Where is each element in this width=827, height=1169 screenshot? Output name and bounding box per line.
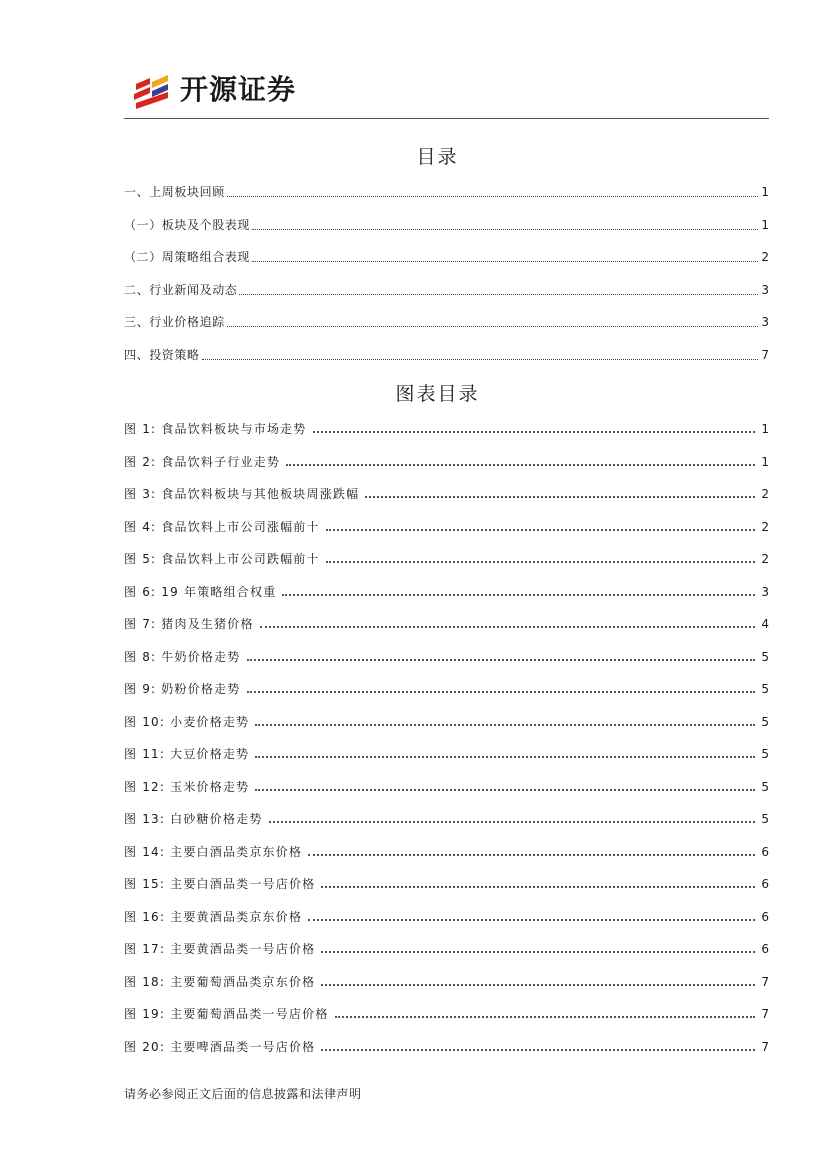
figure-item-page: 4: [761, 617, 769, 631]
dot-leader: [260, 626, 755, 628]
figure-item-page: 3: [761, 584, 769, 599]
figure-item-label: 图 13: 白砂糖价格走势: [124, 812, 263, 826]
dot-leader: [321, 886, 755, 888]
dot-leader: [326, 561, 755, 563]
dot-leader: [282, 594, 755, 596]
toc-item-page: 2: [761, 250, 769, 265]
figure-item-page: 2: [761, 519, 769, 534]
dot-leader: [247, 691, 755, 693]
figure-item-label: 图 3: 食品饮料板块与其他板块周涨跌幅: [124, 487, 360, 501]
figures-toc-title: 图表目录: [395, 383, 480, 405]
figure-item[interactable]: [124, 551, 769, 567]
figure-item-label: 图 18: 主要葡萄酒品类京东价格: [124, 974, 316, 989]
dot-leader: [321, 951, 755, 953]
figure-item-label: 图 2: 食品饮料子行业走势: [124, 454, 281, 469]
figure-item-label: 图 9: 奶粉价格走势: [124, 682, 241, 696]
dot-leader: [313, 431, 755, 433]
dot-leader: [269, 821, 755, 823]
disclaimer-footer: 请务必参阅正文后面的信息披露和法律声明: [124, 1087, 362, 1101]
dot-leader: [247, 659, 755, 661]
dot-leader: [365, 496, 755, 498]
kaiyuan-securities-logo-icon: [132, 72, 172, 110]
figure-item[interactable]: [124, 1039, 769, 1055]
dot-leader: [202, 358, 758, 360]
figure-item-page: 7: [761, 974, 769, 989]
page-header: [124, 68, 769, 120]
figure-item-page: 5: [761, 779, 769, 794]
figure-item[interactable]: [124, 584, 769, 600]
toc-item[interactable]: [124, 184, 769, 200]
dot-leader: [321, 984, 755, 986]
figure-item-page: 6: [761, 844, 769, 859]
figure-item-page: 2: [761, 552, 769, 566]
figure-item[interactable]: [124, 941, 769, 957]
toc-item-label: （二）周策略组合表现: [124, 250, 251, 265]
figure-item[interactable]: [124, 1006, 769, 1022]
figure-item-page: 7: [761, 1039, 769, 1054]
figure-item[interactable]: [124, 876, 769, 892]
dot-leader: [335, 1016, 755, 1018]
figure-item[interactable]: [124, 649, 769, 665]
figure-item-label: 图 6: 19 年策略组合权重: [124, 584, 277, 599]
toc-item[interactable]: [124, 347, 769, 363]
dot-leader: [308, 919, 755, 921]
toc-item-label: 二、行业新闻及动态: [124, 282, 238, 297]
figure-item-page: 6: [761, 877, 769, 891]
figure-item-label: 图 14: 主要白酒品类京东价格: [124, 844, 303, 859]
toc-item[interactable]: [124, 314, 769, 330]
figure-item-label: 图 4: 食品饮料上市公司涨幅前十: [124, 519, 320, 534]
figure-item-page: 6: [761, 942, 769, 956]
dot-leader: [286, 464, 755, 466]
figure-item-page: 5: [761, 812, 769, 826]
dot-leader: [326, 529, 755, 531]
dot-leader: [227, 325, 758, 327]
figure-item-label: 图 5: 食品饮料上市公司跌幅前十: [124, 552, 320, 566]
dot-leader: [252, 228, 758, 230]
toc-item-page: 3: [761, 315, 769, 330]
dot-leader: [255, 724, 755, 726]
toc-item-label: 三、行业价格追踪: [124, 315, 225, 330]
figure-item[interactable]: [124, 681, 769, 697]
toc-item-label: 一、上周板块回顾: [124, 185, 225, 199]
figure-item-page: 5: [761, 649, 769, 664]
figure-item[interactable]: [124, 779, 769, 795]
figure-item-label: 图 1: 食品饮料板块与市场走势: [124, 422, 307, 436]
figure-item[interactable]: [124, 421, 769, 437]
toc-item[interactable]: [124, 249, 769, 265]
toc-item[interactable]: [124, 282, 769, 298]
toc-item-page: 1: [761, 185, 769, 199]
figure-item[interactable]: [124, 909, 769, 925]
dot-leader: [252, 260, 758, 262]
header-divider: [124, 118, 769, 119]
figure-item[interactable]: [124, 974, 769, 990]
dot-leader: [308, 854, 755, 856]
toc-item-page: 7: [761, 347, 769, 362]
figure-item-label: 图 20: 主要啤酒品类一号店价格: [124, 1039, 316, 1054]
figure-item-page: 7: [761, 1007, 769, 1021]
figure-item-page: 5: [761, 682, 769, 696]
figure-item[interactable]: [124, 486, 769, 502]
figure-item-label: 图 16: 主要黄酒品类京东价格: [124, 909, 303, 924]
figure-item[interactable]: [124, 454, 769, 470]
toc-item[interactable]: [124, 217, 769, 233]
dot-leader: [321, 1049, 755, 1051]
figure-item[interactable]: [124, 616, 769, 632]
toc-item-page: 3: [761, 282, 769, 297]
figure-item-page: 6: [761, 909, 769, 924]
figure-item[interactable]: [124, 746, 769, 762]
figure-item[interactable]: [124, 519, 769, 535]
figure-item-label: 图 19: 主要葡萄酒品类一号店价格: [124, 1007, 329, 1021]
dot-leader: [239, 293, 758, 295]
toc-item-label: （一）板块及个股表现: [124, 217, 251, 232]
figure-item-page: 1: [761, 454, 769, 469]
dot-leader: [255, 756, 755, 758]
figure-item-page: 1: [761, 422, 769, 436]
figure-item-label: 图 7: 猪肉及生猪价格: [124, 617, 254, 631]
figure-item-label: 图 15: 主要白酒品类一号店价格: [124, 877, 316, 891]
figure-item-label: 图 10: 小麦价格走势: [124, 714, 250, 729]
figure-item-page: 2: [761, 487, 769, 501]
dot-leader: [227, 195, 758, 197]
toc-title: 目录: [416, 146, 459, 168]
dot-leader: [255, 789, 755, 791]
figures-list: [124, 421, 769, 1071]
figure-item[interactable]: [124, 844, 769, 860]
figure-item[interactable]: [124, 811, 769, 827]
figure-item[interactable]: [124, 714, 769, 730]
toc-item-page: 1: [761, 217, 769, 232]
figure-item-label: 图 8: 牛奶价格走势: [124, 649, 241, 664]
figure-item-label: 图 12: 玉米价格走势: [124, 779, 250, 794]
toc-item-label: 四、投资策略: [124, 347, 200, 362]
toc-list: [124, 184, 769, 380]
figure-item-label: 图 11: 大豆价格走势: [124, 747, 250, 761]
figure-item-page: 5: [761, 714, 769, 729]
brand-name: 开源证券: [180, 73, 297, 106]
figure-item-label: 图 17: 主要黄酒品类一号店价格: [124, 942, 316, 956]
figure-item-page: 5: [761, 747, 769, 761]
